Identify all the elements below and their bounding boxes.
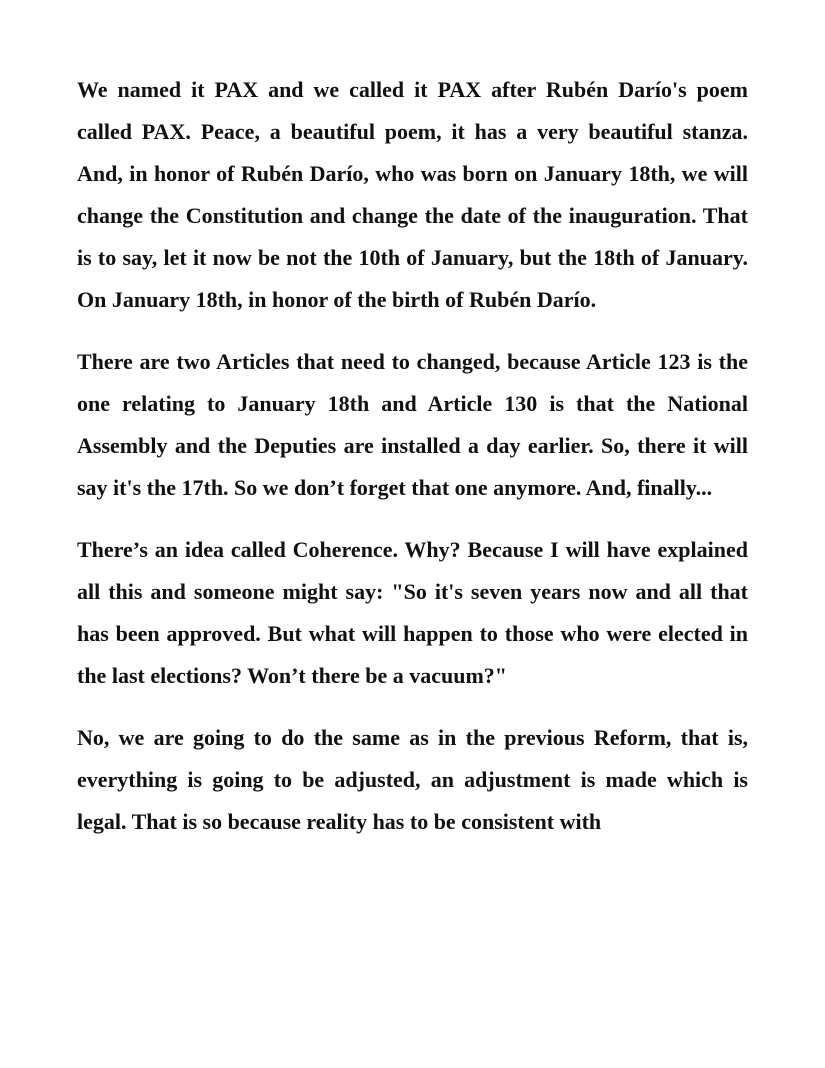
document-page [77, 69, 748, 863]
paragraph-coherence: There’s an idea called Coherence. Why? Because I will have explained all this and someone might say: "So it's seven years now and all that has been approved. But what will happen to those who were elected in the last elections? Won’t there be a vacuum?" [77, 537, 748, 688]
paragraph-articles: There are two Articles that need to changed, because Article 123 is the one relating to January 18th and Article 130 is that the National Assembly and the Deputies are installed a day earlier. So, there it will say it's the 17th. So we don’t forget that one anymore. And, finally... [77, 349, 748, 500]
paragraph-reform: No, we are going to do the same as in the previous Reform, that is, everything is going to be adjusted, an adjustment is made which is legal. That is so because reality has to be consistent with [77, 725, 748, 834]
paragraph-pax-name: We named it PAX and we called it PAX after Rubén Darío's poem called PAX. Peace, a beautiful poem, it has a very beautiful stanza. And, in honor of Rubén Darío, who was born on January 18th, we will change the Constitution and change the date of the inauguration. That is to say, let it now be not the 10th of January, but the 18th of January. On January 18th, in honor of the birth of Rubén Darío. [77, 77, 748, 312]
